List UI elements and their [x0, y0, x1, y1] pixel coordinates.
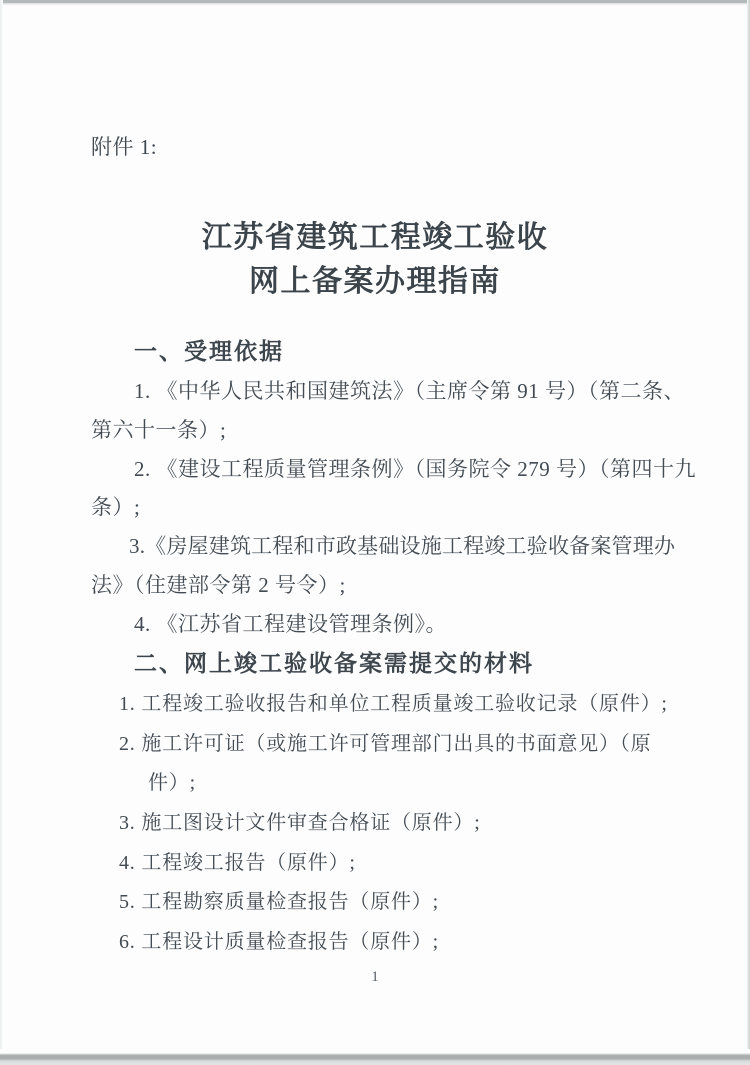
- scan-edge-left: [0, 0, 3, 1065]
- legal-basis-line-2-wrap: 条）;: [91, 495, 141, 519]
- section2-heading: 二、网上竣工验收备案需提交的材料: [134, 650, 534, 676]
- material-line-5: 5. 工程勘察质量检查报告（原件）;: [119, 891, 439, 913]
- legal-basis-line-1: 1. 《中华人民共和国建筑法》（主席令第 91 号）（第二条、: [134, 379, 685, 403]
- legal-basis-line-4: 4. 《江苏省工程建设管理条例》。: [134, 612, 447, 636]
- legal-basis-line-3: 3.《房屋建筑工程和市政基础设施工程竣工验收备案管理办: [129, 534, 676, 558]
- material-line-1: 1. 工程竣工验收报告和单位工程质量竣工验收记录（原件）;: [119, 693, 668, 715]
- scan-edge-bottom: [0, 1049, 750, 1065]
- material-line-4: 4. 工程竣工报告（原件）;: [119, 852, 356, 874]
- document-title-line2: 网上备案办理指南: [249, 265, 501, 298]
- material-line-6: 6. 工程设计质量检查报告（原件）;: [119, 931, 439, 953]
- material-line-2: 2. 施工许可证（或施工许可管理部门出具的书面意见）（原: [119, 733, 652, 755]
- section1-heading: 一、受理依据: [134, 338, 284, 364]
- attachment-label: 附件 1:: [91, 135, 158, 159]
- legal-basis-line-2: 2. 《建设工程质量管理条例》（国务院令 279 号）（第四十九: [134, 457, 696, 481]
- material-line-3: 3. 施工图设计文件审查合格证（原件）;: [119, 812, 481, 834]
- material-line-2-wrap: 件）;: [148, 772, 196, 794]
- page-number: 1: [371, 969, 379, 985]
- scan-edge-top: [0, 0, 750, 6]
- legal-basis-line-3-wrap: 法》（住建部令第 2 号令）;: [91, 573, 346, 597]
- legal-basis-line-1-wrap: 第六十一条）;: [91, 418, 227, 442]
- document-title-line1: 江苏省建筑工程竣工验收: [201, 221, 549, 254]
